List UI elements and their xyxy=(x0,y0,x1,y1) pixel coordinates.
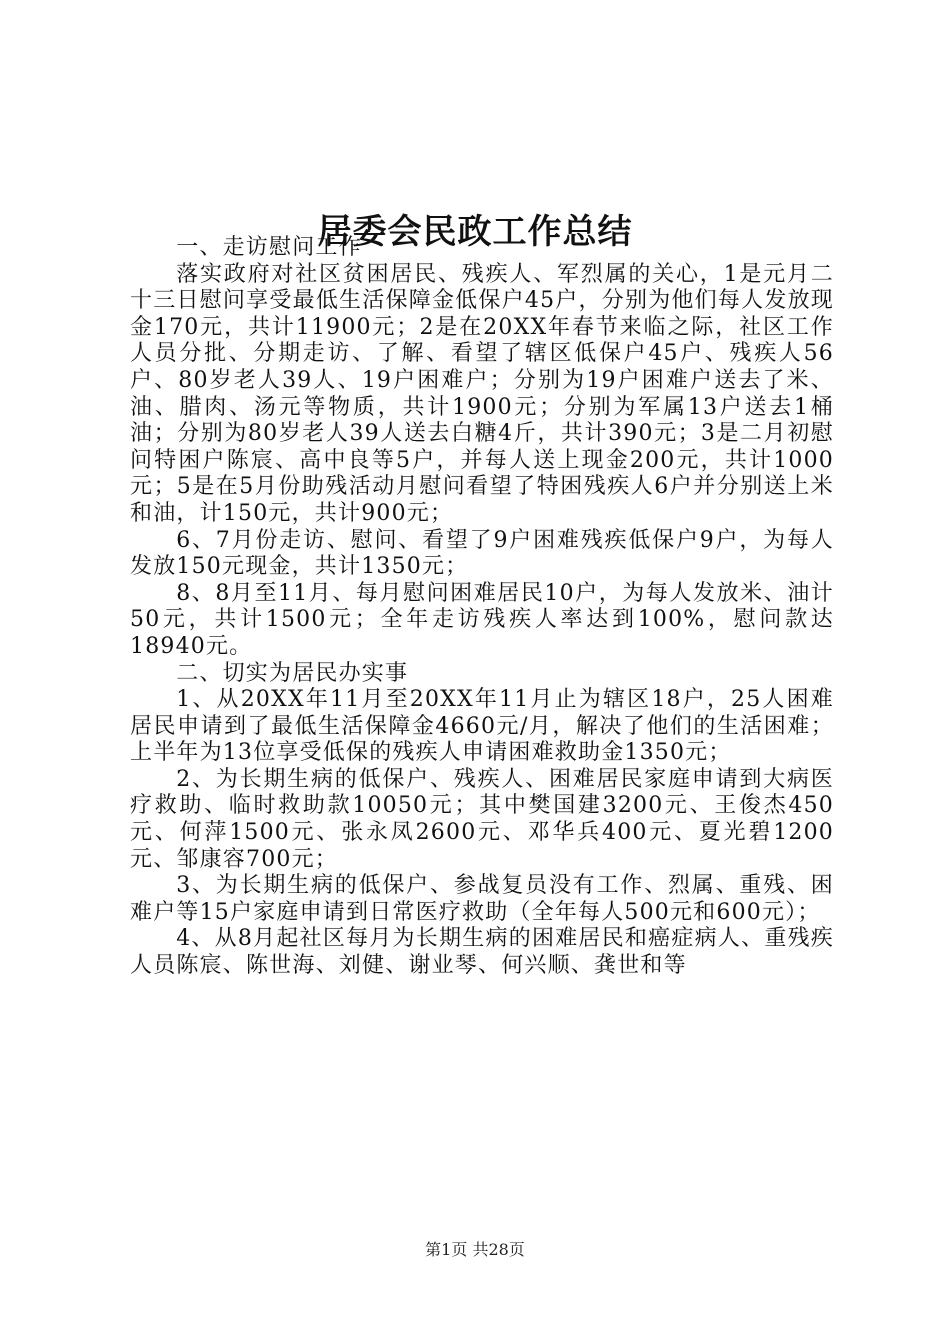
section-visits xyxy=(130,235,834,661)
paragraph: 1、从20XX年11月至20XX年11月止为辖区18户，25人困难居民申请到了最低生活保障金4660元/月，解决了他们的生活困难；上半年为13位享受低保的残疾人申请困难救助金1350元； xyxy=(130,687,834,766)
document-body xyxy=(130,235,834,980)
section-heading: 一、走访慰问工作 xyxy=(176,235,362,260)
section-practical-work xyxy=(130,661,834,980)
paragraph: 2、为长期生病的低保户、残疾人、困难居民家庭申请到大病医疗救助、临时救助款10050元；其中樊国建3200元、王俊杰450元、何萍1500元、张永凤2600元、邓华兵400元、夏光碧1200元、邹康容700元； xyxy=(130,766,834,872)
paragraph: 落实政府对社区贫困居民、残疾人、军烈属的关心，1是元月二十三日慰问享受最低生活保障金低保户45户，分别为他们每人发放现金170元，共计11900元；2是在20XX年春节来临之际，社区工作人员分批、分期走访、了解、看望了辖区低保户45户、残疾人56户、80岁老人39人、19户困难户；分别为19户困难户送去了米、油、腊肉、汤元等物质，共计1900元；分别为军属13户送去1桶油；分别为80岁老人39人送去白糖4斤，共计390元；3是二月初慰问特困户陈宸、高中良等5户，并每人送上现金200元，共计1000元；5是在5月份助残活动月慰问看望了特困残疾人6户并分别送上米和油，计150元，共计900元； xyxy=(130,261,834,526)
paragraph: 3、为长期生病的低保户、参战复员没有工作、烈属、重残、困难户等15户家庭申请到日常医疗救助（全年每人500元和600元）； xyxy=(130,873,834,925)
paragraph: 4、从8月起社区每月为长期生病的困难居民和癌症病人、重残疾人员陈宸、陈世海、刘健、谢业琴、何兴顺、龚世和等 xyxy=(130,926,834,979)
section-heading: 二、切实为居民办实事 xyxy=(176,660,409,686)
document-title: 居委会民政工作总结 xyxy=(317,211,633,252)
paragraph: 8、8月至11月、每月慰问困难居民10户，为每人发放米、油计50元，共计1500元；全年走访残疾人率达到100%，慰问款达18940元。 xyxy=(130,580,834,659)
page-footer: 第1页 共28页 xyxy=(425,1240,525,1259)
paragraph: 6、7月份走访、慰问、看望了9户困难残疾低保户9户，为每人发放150元现金，共计1350元； xyxy=(130,527,834,580)
